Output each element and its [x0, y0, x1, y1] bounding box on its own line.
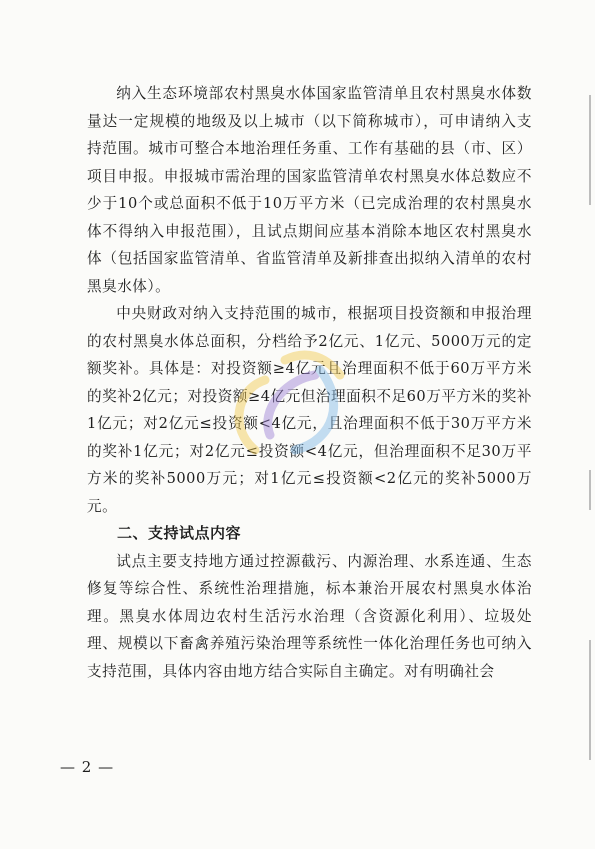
document-body	[87, 80, 532, 685]
scan-edge-mark	[589, 470, 591, 510]
scan-edge-mark	[589, 95, 591, 205]
page-number: — 2 —	[60, 758, 115, 776]
paragraph-funding: 中央财政对纳入支持范围的城市，根据项目投资额和申报治理的农村黑臭水体总面积，分档给予2亿元、1亿元、5000万元的定额奖补。具体是：对投资额≥4亿元且治理面积不低于60万平方米的奖补2亿元；对投资额≥4亿元但治理面积不足60万平方米的奖补1亿元；对2亿元≤投资额<4亿元，且治理面积不低于30万平方米的奖补1亿元；对2亿元≤投资额<4亿元，但治理面积不足30万平方米的奖补5000万元；对1亿元≤投资额<2亿元的奖补5000万元。	[87, 305, 532, 515]
scan-edge-mark	[589, 640, 591, 760]
section-heading-support-content: 二、支持试点内容	[117, 524, 242, 542]
paragraph-pilot-content: 试点主要支持地方通过控源截污、内源治理、水系连通、生态修复等综合性、系统性治理措施，标本兼治开展农村黑臭水体治理。黑臭水体周边农村生活污水治理（含资源化利用）、垃圾处理、规模以下畜禽养殖污染治理等系统性一体化治理任务也可纳入支持范围，具体内容由地方结合实际自主确定。对有明确社会	[87, 552, 532, 680]
paragraph-eligibility: 纳入生态环境部农村黑臭水体国家监管清单且农村黑臭水体数量达一定规模的地级及以上城市（以下简称城市），可申请纳入支持范围。城市可整合本地治理任务重、工作有基础的县（市、区）项目申报。申报城市需治理的国家监管清单农村黑臭水体总数应不少于10个或总面积不低于10万平方米（已完成治理的农村黑臭水体不得纳入申报范围），且试点期间应基本消除本地区农村黑臭水体（包括国家监管清单、省监管清单及新排查出拟纳入清单的农村黑臭水体）。	[87, 85, 532, 295]
